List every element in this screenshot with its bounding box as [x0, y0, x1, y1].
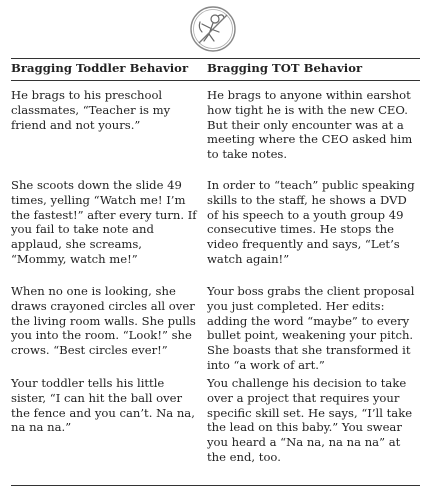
table-bottom-rule [11, 485, 420, 486]
toddler-cell: He brags to his preschool classmates, “Teacher is my friend and not yours.” [11, 88, 171, 132]
toddler-cell: She scoots down the slide 49 times, yelling “Watch me! I’m the fastest!” after every turn. If you fail to take note and applaud, she screams, “Mommy, watch me!” [11, 178, 197, 266]
tot-cell: Your boss grabs the client proposal you just completed. Her edits: adding the word “maybe” to every bullet point, weakening your pitch. She boasts that she transformed it into “a work of art.” [207, 284, 415, 372]
toddler-cell: Your toddler tells his little sister, “I can hit the ball over the fence and you can’t. Na na, na na na.” [11, 376, 195, 435]
header-toddler: Bragging Toddler Behavior [11, 61, 189, 75]
toddler-cell: When no one is looking, she draws crayoned circles all over the living room walls. She pulls you into the room. “Look!” she crows. “Best circles ever!” [11, 284, 196, 358]
table-top-rule [11, 58, 420, 59]
header-rule [11, 80, 420, 81]
header-tot: Bragging TOT Behavior [207, 61, 363, 75]
tot-cell: He brags to anyone within earshot how tight he is with the new CEO. But their only encounter was at a meeting where the CEO asked him to take notes. [207, 88, 413, 162]
toddler-mascot-icon [188, 4, 238, 54]
tot-cell: You challenge his decision to take over a project that requires your specific skill set. He says, “I’ll take the lead on this baby.” You swear you heard a “Na na, na na na” at the end, too. [207, 376, 413, 464]
tot-cell: In order to “teach” public speaking skills to the staff, he shows a DVD of his speech to a youth group 49 consecutive times. He stops the video frequently and says, “Let’s watch again!” [207, 178, 415, 266]
